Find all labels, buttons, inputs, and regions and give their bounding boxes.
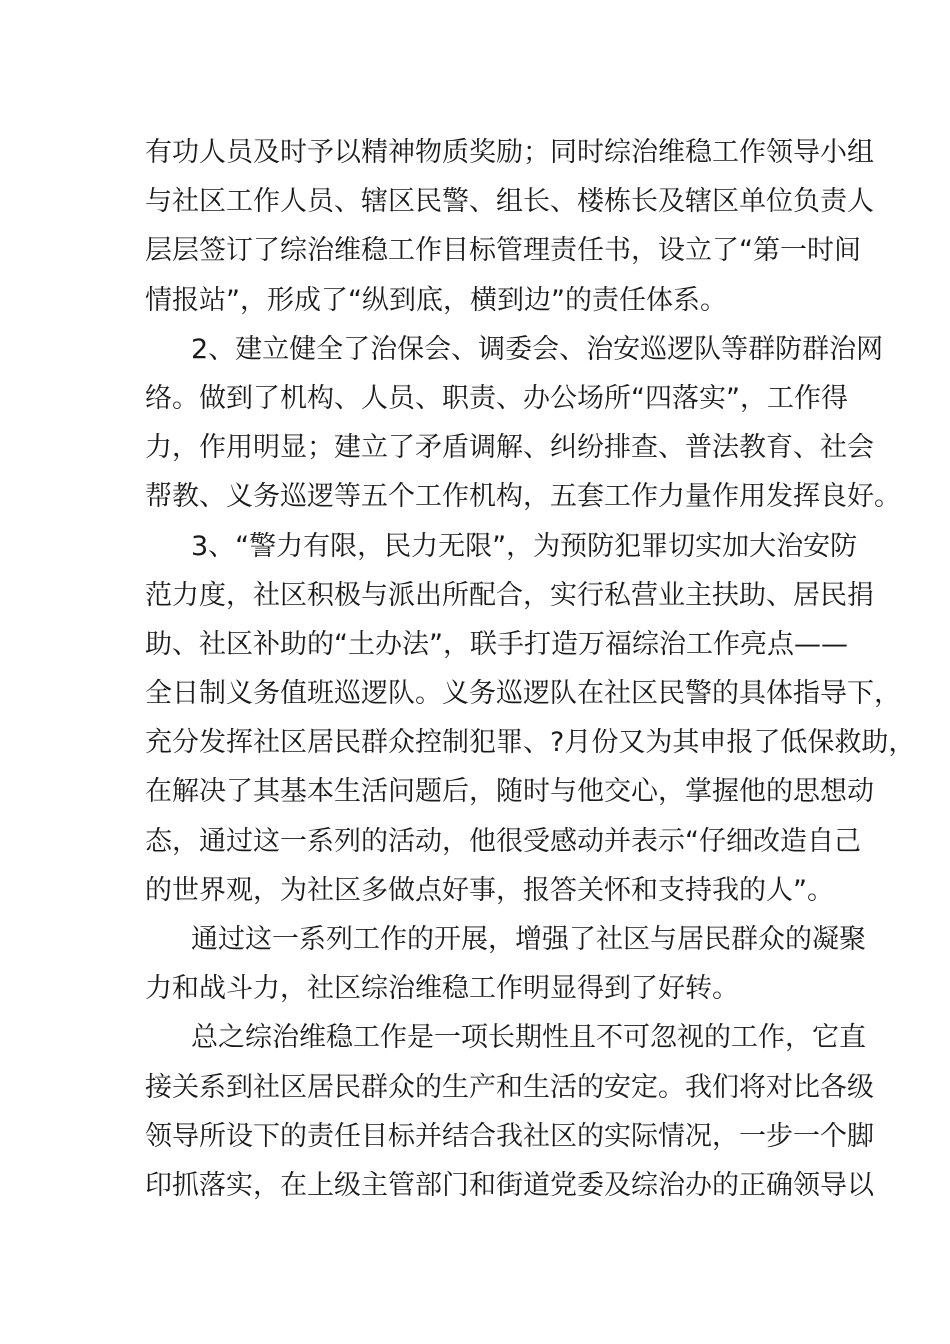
- text-line: 领导所设下的责任目标并结合我社区的实际情况，一步一个脚: [145, 1120, 874, 1152]
- paragraph-results: [145, 915, 866, 1013]
- text-line: 充分发挥社区居民群众控制犯罪、?月份又为其申报了低保救助，: [145, 727, 916, 759]
- text-line: 络。做到了机构、人员、职责、办公场所“四落实”，工作得: [145, 382, 848, 414]
- text-line: 通过这一系列工作的开展，增强了社区与居民群众的凝聚: [191, 924, 866, 955]
- document-body: [145, 128, 916, 1210]
- paragraph-conclusion: [145, 1013, 874, 1210]
- paragraph-item-3: [145, 522, 916, 916]
- text-line: 总之综治维稳工作是一项长期性且不可忽视的工作，它直: [191, 1022, 866, 1054]
- text-line: 情报站”，形成了“纵到底，横到边”的责任体系。: [145, 284, 727, 316]
- text-line: 力和战斗力，社区综治维稳工作明显得到了好转。: [145, 973, 739, 1005]
- text-line: 全日制义务值班巡逻队。义务巡逻队在社区民警的具体指导下，: [145, 678, 901, 710]
- text-line: 在解决了其基本生活问题后，随时与他交心，掌握他的思想动: [145, 776, 874, 808]
- text-line: 有功人员及时予以精神物质奖励；同时综治维稳工作领导小组: [145, 137, 874, 168]
- text-line: 与社区工作人员、辖区民警、组长、楼栋长及辖区单位负责人: [145, 186, 874, 218]
- text-line: 3、“警力有限，民力无限”，为预防犯罪切实加大治安防: [191, 530, 858, 562]
- text-line: 印抓落实，在上级主管部门和街道党委及综治办的正确领导以: [145, 1169, 874, 1201]
- text-line: 层层签订了综治维稳工作目标管理责任书，设立了“第一时间: [145, 235, 861, 267]
- paragraph-item-2: [145, 325, 901, 522]
- text-line: 帮教、义务巡逻等五个工作机构，五套工作力量作用发挥良好。: [145, 481, 901, 513]
- text-line: 力，作用明显；建立了矛盾调解、纠纷排查、普法教育、社会: [145, 432, 874, 464]
- text-line: 助、社区补助的“土办法”，联手打造万福综治工作亮点——: [145, 628, 848, 660]
- paragraph-responsibility-system: [145, 128, 874, 325]
- text-line: 接关系到社区居民群众的生产和生活的安定。我们将对比各级: [145, 1071, 874, 1103]
- text-line: 范力度，社区积极与派出所配合，实行私营业主扶助、居民捐: [145, 579, 874, 611]
- text-line: 的世界观，为社区多做点好事，报答关怀和支持我的人”。: [145, 874, 834, 906]
- text-line: 2、建立健全了治保会、调委会、治安巡逻队等群防群治网: [191, 333, 884, 365]
- text-line: 态，通过这一系列的活动，他很受感动并表示“仔细改造自己: [145, 825, 861, 857]
